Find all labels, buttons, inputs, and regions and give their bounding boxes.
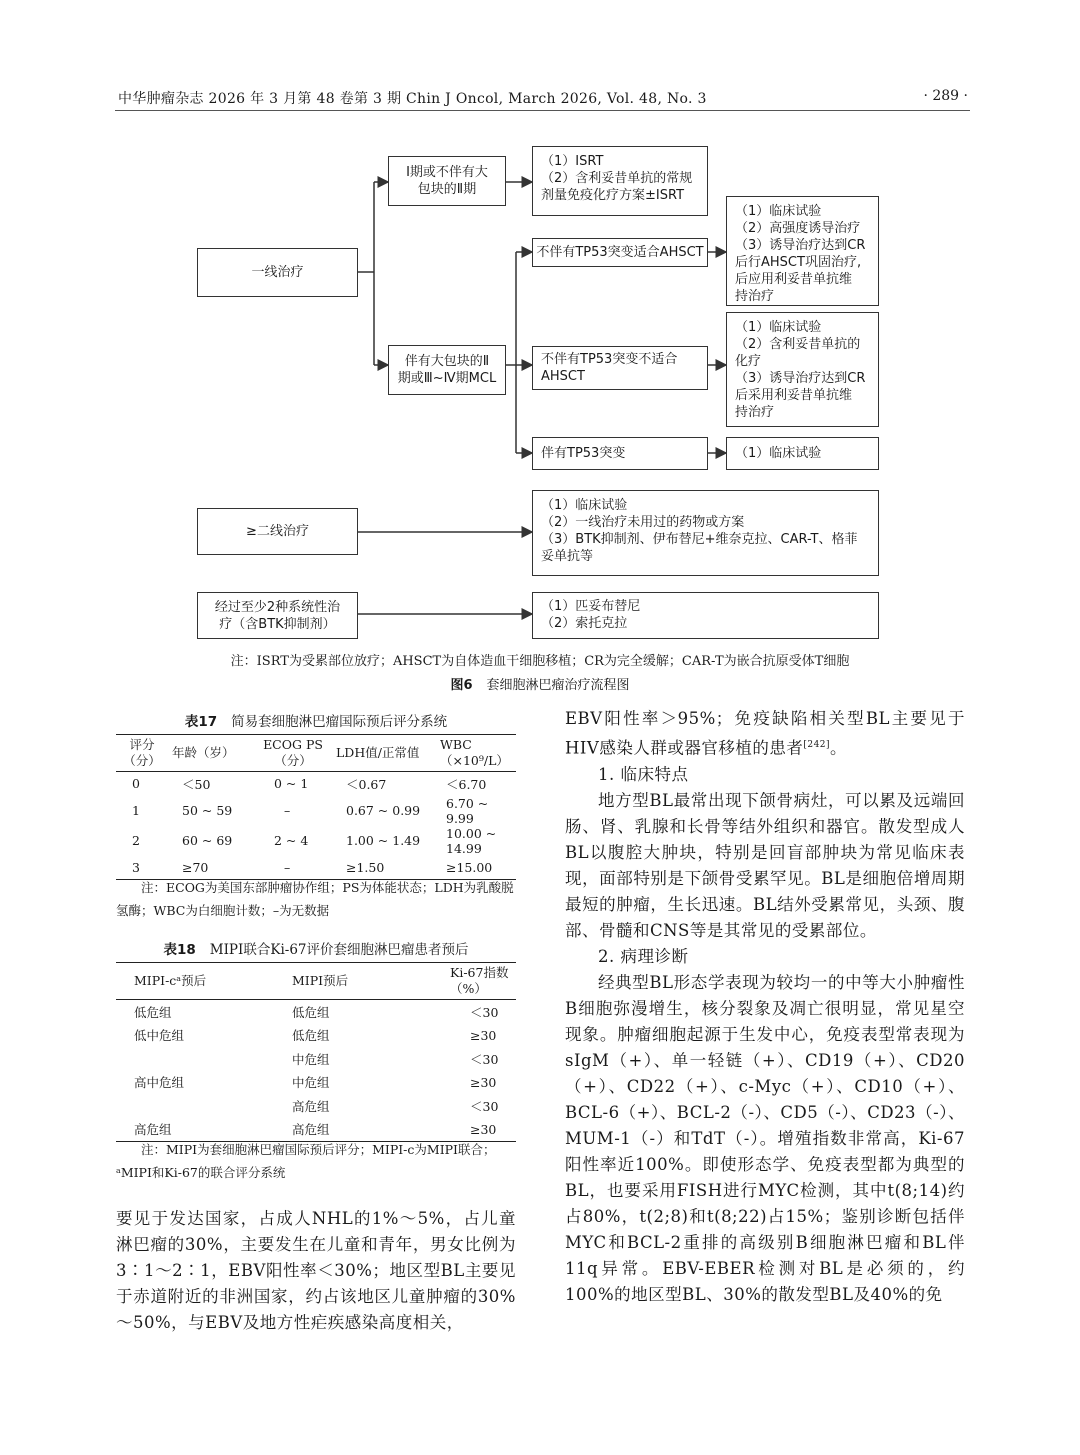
table17-note: 注：ECOG为美国东部肿瘤协作组；PS为体能状态；LDH为乳酸脱氢酶；WBC为白细胞计数；–为无数据 — [116, 880, 514, 918]
first-line-box — [197, 248, 358, 297]
refractory-tx-line-2: （2）索托克拉 — [541, 616, 628, 631]
stage1-treatment-box — [532, 146, 708, 216]
tp53-fit-tx-line-4: 后行AHSCT巩固治疗, — [735, 255, 862, 270]
tp53-unfit-tx-line-1: （1）临床试验 — [735, 320, 822, 335]
table-row: 3 ≥70 – ≥1.50 ≥15.00 — [116, 856, 516, 880]
table18-title: MIPI联合Ki-67评价套细胞淋巴瘤患者预后 — [209, 942, 469, 958]
table-row: 中危组 ＜30 — [292, 1051, 499, 1067]
right-paragraph-1: EBV阳性率＞95%；免疫缺陷相关型BL主要见于HIV感染人群或器官移植的患者[242]。 — [565, 709, 965, 758]
tp53-unfit-tx-line-5: 后采用利妥昔单抗维 — [735, 388, 853, 403]
stage1-tx-line-2: （2）含利妥昔单抗的常规 — [541, 171, 693, 186]
page-number: · 289 · — [923, 88, 968, 104]
tp53-fit-treatment-box — [726, 196, 879, 306]
tp53-fit-box — [532, 238, 708, 267]
tp53-mutation-treatment-box — [726, 437, 879, 470]
tp53-unfit-tx-line-6: 持治疗 — [735, 405, 775, 420]
table18 — [116, 962, 516, 1142]
first-line-label: 一线治疗 — [251, 265, 304, 280]
left-column-text — [116, 1206, 516, 1336]
tp53-mutation-box — [532, 437, 708, 470]
refractory-line-1: 经过至少2种系统性治 — [214, 599, 341, 615]
table17 — [116, 734, 516, 880]
second-line-label: ≥二线治疗 — [246, 524, 309, 539]
table18-header: MIPI预后 — [292, 973, 349, 988]
refractory-line-2: 疗（含BTK抑制剂） — [219, 616, 336, 632]
table-row: 低中危组 低危组 ≥30 — [134, 1027, 497, 1044]
table-row: 高危组 高危组 ≥30 — [116, 1118, 516, 1142]
table17-caption — [116, 710, 516, 730]
refractory-box — [197, 592, 358, 639]
right-paragraph-2: 地方型BL最常出现下颌骨病灶，可以累及远端回肠、肾、乳腺和长骨等结外组织和器官。散发型成人BL以腹腔大肿块，特别是回盲部肿块为常见临床表现，面部特别是下颌骨受累罕见。BL是细胞倍增周期最短的肿瘤，生长迅速。BL结外受累常见，头颈、腹部、骨髓和CNS等是其常见的受累部位。 — [565, 790, 965, 940]
second-line-box — [197, 508, 358, 555]
stage1-box — [388, 156, 506, 206]
stage1-line-2: 包块的Ⅱ期 — [417, 182, 477, 197]
tp53-unfit-box — [532, 346, 708, 390]
stage2-line-2: 期或Ⅲ~Ⅳ期MCL — [397, 371, 497, 386]
table18-label: 表18 — [163, 942, 196, 958]
table17-label: 表17 — [184, 714, 218, 730]
table17-title: 简易套细胞淋巴瘤国际预后评分系统 — [231, 714, 448, 730]
second-line-tx-line-1: （1）临床试验 — [541, 498, 628, 513]
table17-header: LDH值/正常值 — [336, 745, 420, 760]
figure-caption — [0, 674, 1080, 693]
tp53-fit-tx-line-5: 后应用利妥昔单抗维 — [735, 272, 853, 287]
tp53-fit-tx-line-6: 持治疗 — [735, 289, 775, 304]
tp53-fit-tx-line-3: （3）诱导治疗达到CR — [735, 238, 866, 253]
table17-header: ECOG PS （分） — [263, 737, 323, 768]
table17-header: 评分 （分） — [123, 737, 161, 768]
table18-header: MIPI-cᵃ预后 — [134, 973, 207, 988]
reference-marker: [242] — [803, 740, 831, 750]
tp53-mutation-tx-label: （1）临床试验 — [735, 446, 822, 461]
tp53-unfit-tx-line-3: 化疗 — [735, 354, 762, 369]
table17-header: WBC（×10⁹/L） — [440, 737, 509, 768]
tp53-unfit-line-1: 不伴有TP53突变不适合 — [541, 352, 678, 367]
stage1-line-1: Ⅰ期或不伴有大 — [406, 165, 488, 180]
table-row: 2 60 ~ 69 2 ~ 4 1.00 ~ 1.49 10.00 ~ 14.99 — [132, 825, 497, 856]
stage2-box — [388, 345, 506, 395]
left-paragraph: 要见于发达国家，占成人NHL的1%～5%，占儿童淋巴瘤的30%，主要发生在儿童和青年，男女比例为3∶1～2∶1，EBV阳性率＜30%；地区型BL主要见于赤道附近的非洲国家，约占该地区儿童肿瘤的30%～50%，与EBV及地方性疟疾感染高度相关， — [116, 1209, 516, 1332]
table-row: 高中危组 中危组 ≥30 — [134, 1074, 497, 1091]
right-column-text — [565, 706, 965, 1308]
second-line-tx-line-2: （2）一线治疗未用过的药物或方案 — [541, 515, 745, 530]
stage1-tx-line-1: （1）ISRT — [541, 154, 604, 169]
tp53-unfit-line-2: AHSCT — [541, 369, 585, 384]
refractory-treatment-box — [532, 592, 879, 639]
figure-label: 图6 — [450, 678, 473, 693]
stage2-line-1: 伴有大包块的Ⅱ — [404, 354, 490, 369]
tp53-mutation-label: 伴有TP53突变 — [541, 446, 626, 461]
table-row: 1 50 ~ 59 – 0.67 ~ 0.99 6.70 ~ 9.99 — [132, 795, 489, 826]
tp53-unfit-tx-line-4: （3）诱导治疗达到CR — [735, 371, 866, 386]
table-row: 0 ＜50 0 ~ 1 ＜0.67 ＜6.70 — [132, 776, 487, 792]
refractory-tx-line-1: （1）匹妥布替尼 — [541, 599, 641, 614]
figure-note: 注：ISRT为受累部位放疗；AHSCT为自体造血干细胞移植；CR为完全缓解；CAR-T为嵌合抗原受体T细胞 — [230, 654, 850, 669]
stage1-tx-line-3: 剂量免疫化疗方案±ISRT — [541, 188, 685, 203]
table-row: 低危组 低危组 ＜30 — [134, 1004, 499, 1020]
tp53-unfit-treatment-box — [726, 312, 879, 427]
table18-header: Ki-67指数（%） — [450, 965, 509, 996]
table18-caption — [116, 938, 516, 958]
tp53-fit-tx-line-2: （2）高强度诱导治疗 — [735, 221, 861, 236]
tp53-fit-label: 不伴有TP53突变适合AHSCT — [536, 245, 704, 260]
second-line-treatment-box — [532, 490, 879, 576]
section-heading-clinical: 1. 临床特点 — [598, 764, 689, 784]
tp53-fit-tx-line-1: （1）临床试验 — [735, 204, 822, 219]
journal-header: 中华肿瘤杂志 2026 年 3 月第 48 卷第 3 期 Chin J Oncol, March 2026, Vol. 48, No. 3 — [118, 91, 707, 107]
figure-caption-text: 套细胞淋巴瘤治疗流程图 — [486, 678, 630, 693]
second-line-tx-line-3: （3）BTK抑制剂、伊布替尼+维奈克拉、CAR-T、格菲 — [541, 532, 858, 547]
table-row: 高危组 ＜30 — [292, 1098, 499, 1114]
tp53-unfit-tx-line-2: （2）含利妥昔单抗的 — [735, 337, 861, 352]
second-line-tx-line-4: 妥单抗等 — [541, 549, 594, 564]
table18-note: 注：MIPI为套细胞淋巴瘤国际预后评分；MIPI-c为MIPI联合；ᵃMIPI和Ki-67的联合评分系统 — [116, 1142, 496, 1180]
right-paragraph-3: 经典型BL形态学表现为较均一的中等大小肿瘤性B细胞弥漫增生，核分裂象及凋亡很明显，常见星空现象。肿瘤细胞起源于生发中心，免疫表型常表现为sIgM（+）、单一轻链（+）、CD19（+）、CD20（+）、CD22（+）、c-Myc（+）、CD10（+）、BCL-6（+）、BCL-2（-）、CD5（-）、CD23（-）、MUM-1（-）和TdT（-）。增殖指数非常高，Ki-67阳性率近100%。即使形态学、免疫表型都为典型的BL，也要采用FISH进行MYC检测，其中t(8;14)约占80%，t(2;8)和t(8;22)占15%；鉴别诊断包括伴MYC和BCL-2重排的高级别B细胞淋巴瘤和BL伴11q异常。EBV-EBER检测对BL是必须的，约100%的地区型BL、30%的散发型BL及40%的免 — [565, 972, 965, 1304]
section-heading-pathology: 2. 病理诊断 — [598, 946, 689, 966]
table17-header: 年龄（岁） — [172, 745, 235, 760]
